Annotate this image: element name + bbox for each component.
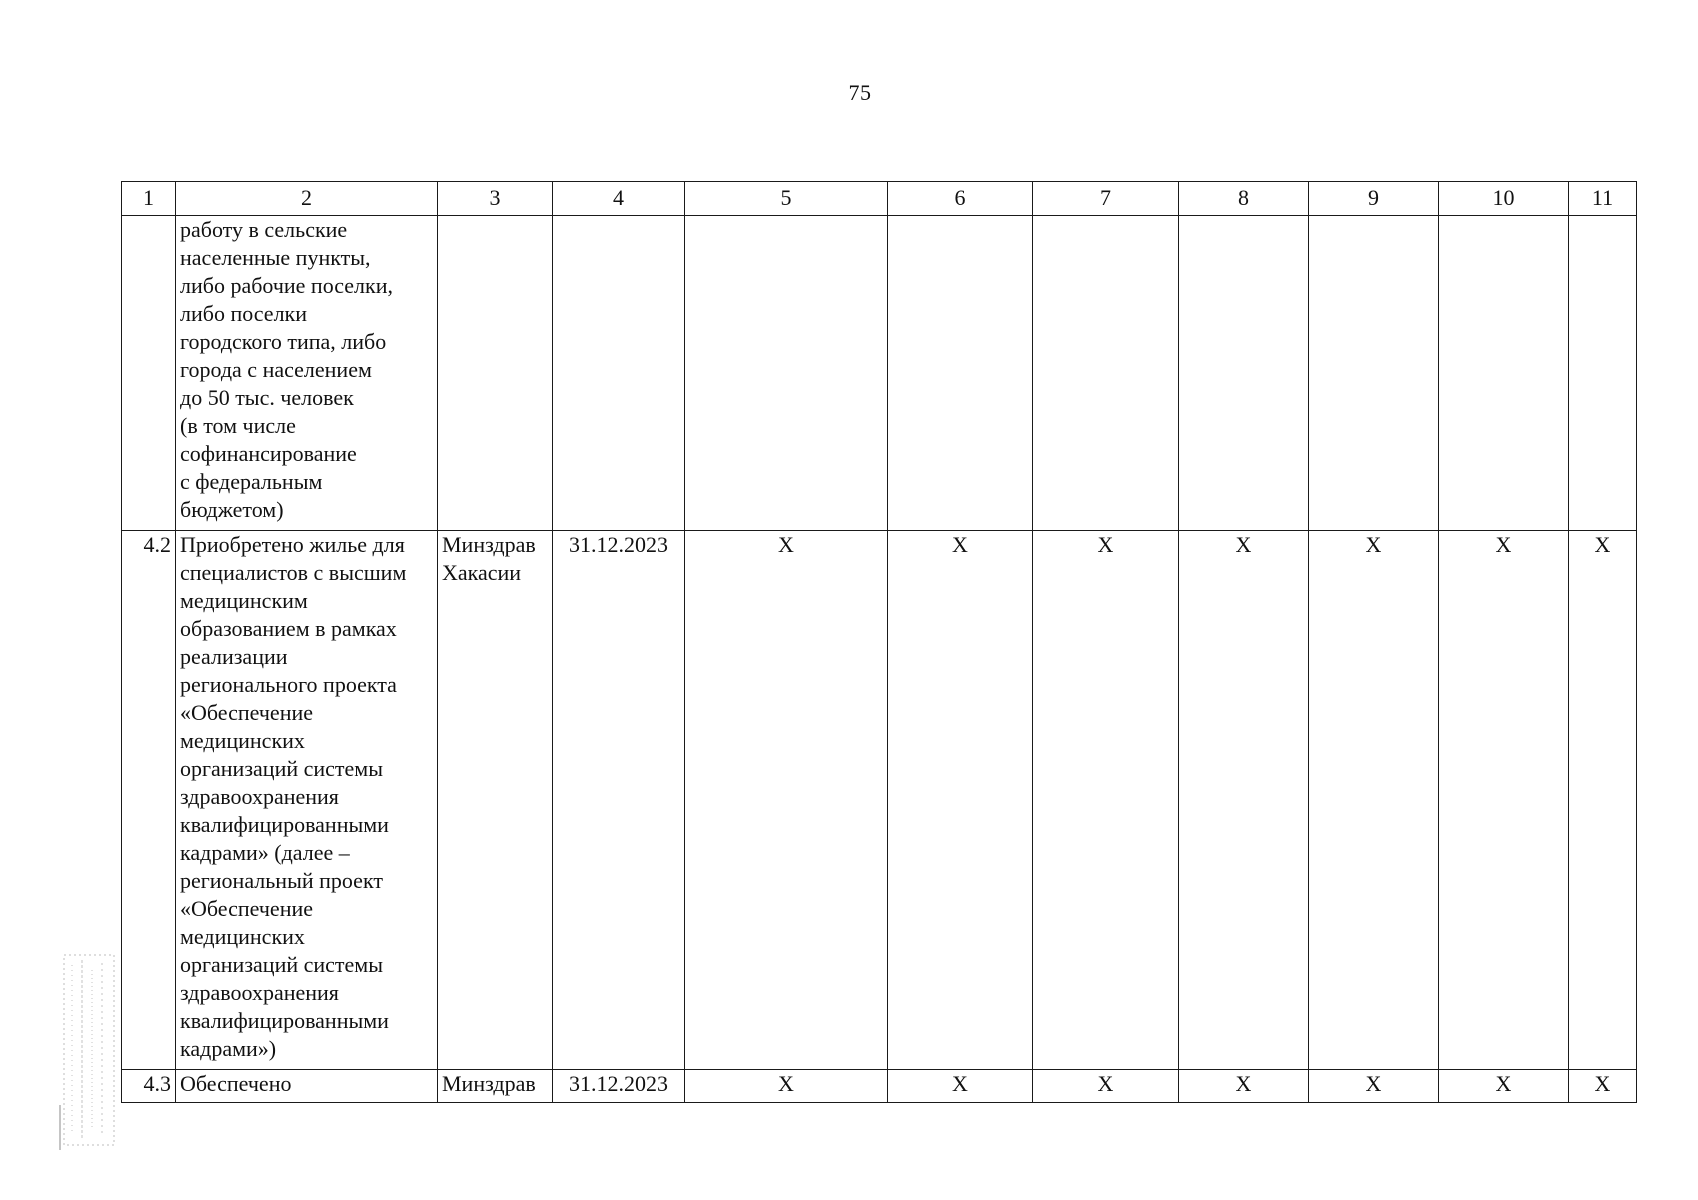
column-header: 3 bbox=[438, 182, 553, 216]
column-header: 8 bbox=[1179, 182, 1309, 216]
column-header: 5 bbox=[685, 182, 888, 216]
row-date: 31.12.2023 bbox=[553, 1070, 685, 1103]
row-mark: X bbox=[685, 531, 888, 1070]
row-mark bbox=[1309, 216, 1439, 531]
column-header: 9 bbox=[1309, 182, 1439, 216]
row-number: 4.2 bbox=[122, 531, 176, 1070]
row-description: работу в сельские населенные пункты, либо рабочие поселки, либо поселки городского типа, либо города с населением до 50 тыс. человек (в том числе софинансирование с федеральным бюджетом) bbox=[176, 216, 438, 531]
column-header: 11 bbox=[1569, 182, 1637, 216]
table-row bbox=[122, 1070, 1637, 1103]
row-mark bbox=[1179, 216, 1309, 531]
row-mark: X bbox=[1569, 531, 1637, 1070]
row-mark bbox=[1569, 216, 1637, 531]
header-row bbox=[122, 182, 1637, 216]
row-number bbox=[122, 216, 176, 531]
row-mark bbox=[1439, 216, 1569, 531]
row-mark: X bbox=[1309, 1070, 1439, 1103]
row-mark: X bbox=[1033, 531, 1179, 1070]
page-number: 75 bbox=[848, 80, 872, 105]
row-mark: X bbox=[1033, 1070, 1179, 1103]
table-row bbox=[122, 531, 1637, 1070]
row-mark bbox=[888, 216, 1033, 531]
row-mark: X bbox=[1309, 531, 1439, 1070]
column-header: 4 bbox=[553, 182, 685, 216]
column-header: 10 bbox=[1439, 182, 1569, 216]
row-mark: X bbox=[1569, 1070, 1637, 1103]
column-header: 7 bbox=[1033, 182, 1179, 216]
row-mark bbox=[1033, 216, 1179, 531]
row-mark: X bbox=[1179, 531, 1309, 1070]
row-number: 4.3 bbox=[122, 1070, 176, 1103]
row-description: Обеспечено bbox=[176, 1070, 438, 1103]
document-table bbox=[121, 181, 1637, 1103]
row-date bbox=[553, 216, 685, 531]
column-header: 6 bbox=[888, 182, 1033, 216]
row-responsible bbox=[438, 216, 553, 531]
row-date: 31.12.2023 bbox=[553, 531, 685, 1070]
row-mark bbox=[685, 216, 888, 531]
row-responsible: Минздрав bbox=[438, 1070, 553, 1103]
row-mark: X bbox=[685, 1070, 888, 1103]
row-mark: X bbox=[1439, 531, 1569, 1070]
row-mark: X bbox=[1179, 1070, 1309, 1103]
column-header: 2 bbox=[176, 182, 438, 216]
table-row bbox=[122, 216, 1637, 531]
row-mark: X bbox=[888, 1070, 1033, 1103]
row-responsible: Минздрав Хакасии bbox=[438, 531, 553, 1070]
scan-stamp-artifact bbox=[58, 945, 120, 1155]
row-description: Приобретено жилье для специалистов с высшим медицинским образованием в рамках реализации регионального проекта «Обеспечение медицинских организаций системы здравоохранения квалифицированными кадрами» (далее – региональный проект «Обеспечение медицинских организаций системы здравоохранения квалифицированными кадрами») bbox=[176, 531, 438, 1070]
row-mark: X bbox=[888, 531, 1033, 1070]
column-header: 1 bbox=[122, 182, 176, 216]
row-mark: X bbox=[1439, 1070, 1569, 1103]
